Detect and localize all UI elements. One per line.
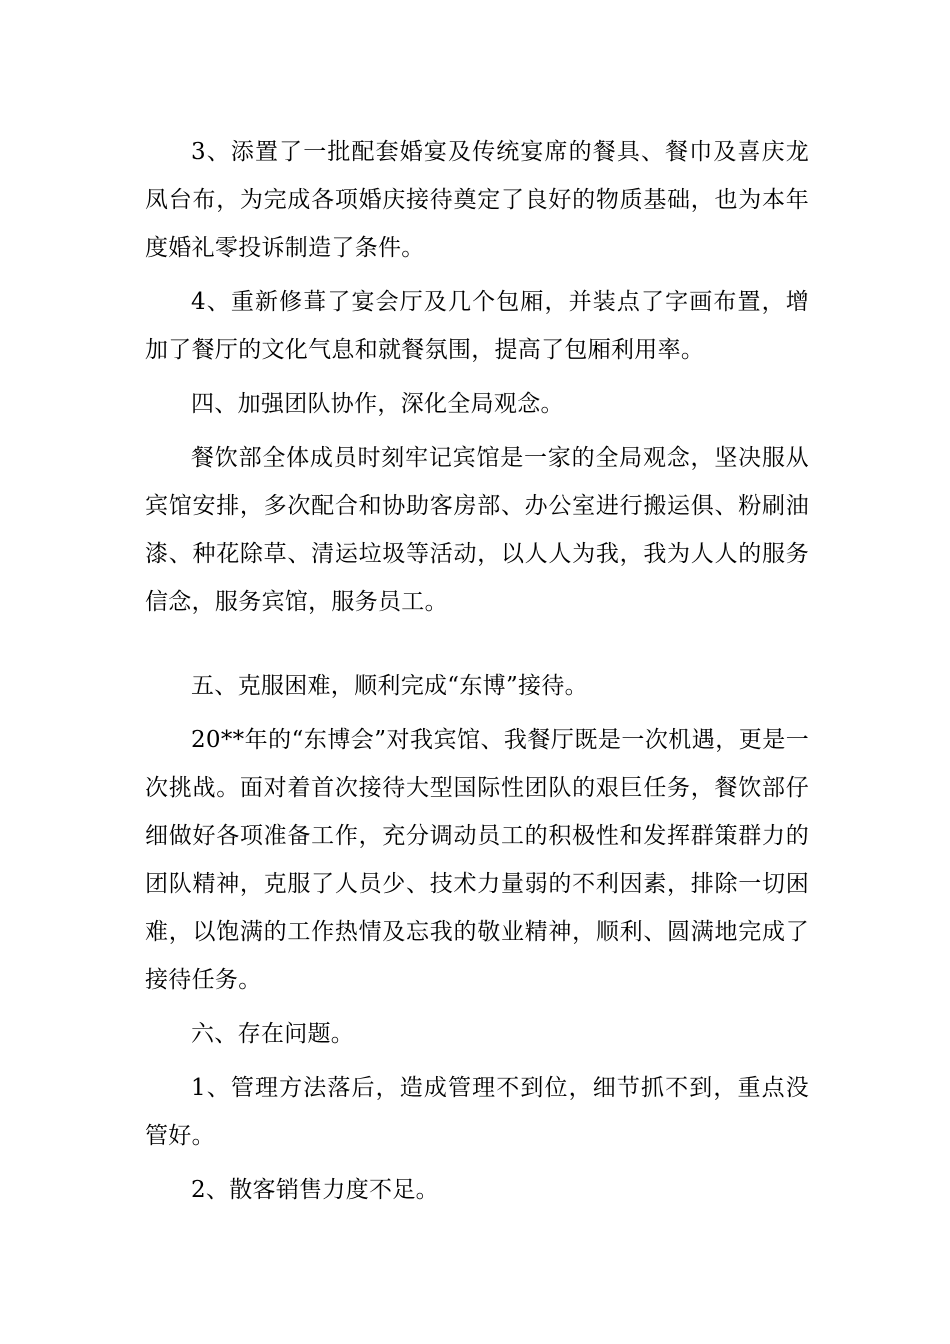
section-heading-dongbo: 五、克服困难，顺利完成“东博”接待。 bbox=[191, 673, 588, 699]
document-body bbox=[145, 128, 809, 1220]
blank-line bbox=[145, 632, 809, 662]
paragraph-dongbo: 20**年的“东博会”对我宾馆、我餐厅既是一次机遇，更是一次挑战。面对着首次接待大型国际性团队的艰巨任务，餐饮部仔细做好各项准备工作，充分调动员工的积极性和发挥群策群力的团队精神，克服了人员少、技术力量弱的不利因素，排除一切困难，以饱满的工作热情及忘我的敬业精神，顺利、圆满地完成了接待任务。 bbox=[145, 727, 809, 993]
paragraph-problem-sales: 2、散客销售力度不足。 bbox=[191, 1177, 439, 1203]
paragraph-tableware: 3、添置了一批配套婚宴及传统宴席的餐具、餐巾及喜庆龙凤台布，为完成各项婚庆接待奠定了良好的物质基础，也为本年度婚礼零投诉制造了条件。 bbox=[145, 139, 809, 261]
section-heading-problems: 六、存在问题。 bbox=[191, 1021, 355, 1047]
section-heading-teamwork: 四、加强团队协作，深化全局观念。 bbox=[191, 391, 564, 417]
paragraph-teamwork: 餐饮部全体成员时刻牢记宾馆是一家的全局观念，坚决服从宾馆安排，多次配合和协助客房部、办公室进行搬运俱、粉刷油漆、种花除草、清运垃圾等活动，以人人为我，我为人人的服务信念，服务宾馆，服务员工。 bbox=[145, 445, 809, 615]
paragraph-renovation: 4、重新修葺了宴会厅及几个包厢，并装点了字画布置，增加了餐厅的文化气息和就餐氛围，提高了包厢利用率。 bbox=[145, 289, 809, 363]
paragraph-problem-management: 1、管理方法落后，造成管理不到位，细节抓不到，重点没管好。 bbox=[145, 1075, 809, 1149]
